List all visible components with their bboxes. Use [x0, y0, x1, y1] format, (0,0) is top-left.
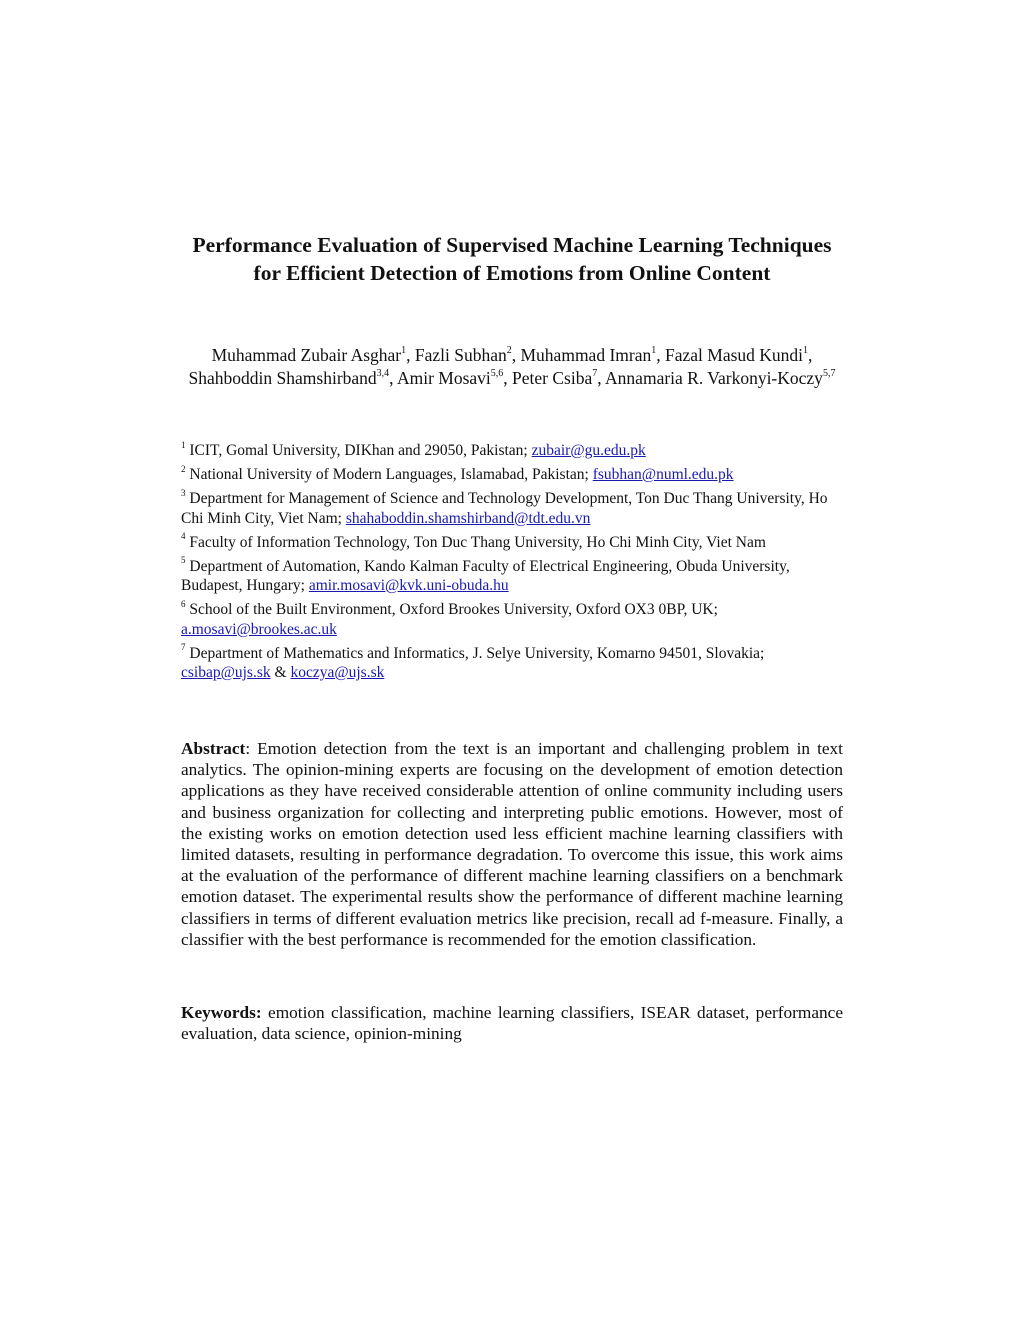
author-affiliation-sup: 1 [651, 345, 657, 357]
affiliation-text: Department of Mathematics and Informatics, J. Selye University, Komarno 94501, Slovakia; [189, 644, 765, 662]
author-item [605, 368, 835, 388]
affiliation-text: Department of Automation, Kando Kalman Faculty of Electrical Engineering, Obuda University, Budapest, Hungary; [181, 557, 790, 594]
affiliation-item [181, 600, 845, 639]
author-name: Amir Mosavi [396, 367, 491, 388]
author-affiliation-sup: 1 [401, 345, 407, 357]
affiliation-number: 2 [181, 463, 186, 474]
author-affiliation-sup: 5,7 [822, 367, 836, 379]
author-affiliation-sup: 7 [592, 367, 598, 379]
affiliation-item [181, 441, 845, 461]
affiliation-text: School of the Built Environment, Oxford Brookes University, Oxford OX3 0BP, UK; [189, 601, 718, 618]
affiliation-item [181, 533, 845, 553]
keywords [181, 1002, 843, 1044]
email-joiner: & [270, 664, 291, 681]
affiliation-number: 3 [181, 487, 186, 498]
author-separator: , [808, 345, 813, 365]
author-name: Shahboddin Shamshirband [188, 367, 377, 388]
author-affiliation-sup: 3,4 [376, 367, 390, 379]
author-item [521, 345, 665, 365]
affiliation-number: 7 [181, 642, 186, 653]
author-affiliation-sup: 5,6 [490, 367, 504, 379]
author-separator: , [389, 367, 397, 388]
abstract-text: : Emotion detection from the text is an important and challenging problem in text analytics. The opinion-mining experts are focusing on the development of emotion detection applications as they have received considerable attention of online community including users and business organization for collecting and interpreting public emotions. However, most of the existing works on emotion detection used less efficient machine learning classifiers with limited datasets, resulting in performance degradation. To overcome this issue, this work aims at the evaluation of the performance of different machine learning classifiers on a benchmark emotion dataset. The experimental results show the performance of different machine learning classifiers in terms of different evaluation metrics like precision, recall ad f-measure. Finally, a classifier with the best performance is recommended for the emotion classification. [181, 739, 843, 949]
affiliation-number: 1 [181, 439, 186, 450]
author-name: Annamaria R. Varkonyi-Koczy [605, 367, 823, 388]
author-separator: , [503, 367, 513, 388]
affiliation-text: Faculty of Information Technology, Ton Duc Thang University, Ho Chi Minh City, Viet Nam [189, 533, 766, 551]
affiliation-text: National University of Modern Languages, Islamabad, Pakistan; [189, 466, 593, 483]
author-affiliation-sup: 1 [803, 345, 809, 357]
author-name: Fazal Masud Kundi [664, 345, 804, 365]
keywords-label: Keywords: [181, 1003, 262, 1022]
affiliation-email-link[interactable]: zubair@gu.edu.pk [531, 442, 646, 459]
affiliation-item [181, 557, 845, 596]
affiliation-item [181, 465, 845, 485]
affiliation-list [181, 441, 845, 687]
author-item [189, 368, 397, 388]
author-name: Fazli Subhan [414, 345, 507, 365]
affiliation-email-link[interactable]: a.mosavi@brookes.ac.uk [181, 620, 337, 638]
author-separator: , [511, 345, 521, 365]
affiliation-email-link[interactable]: fsubhan@numl.edu.pk [592, 466, 734, 483]
affiliation-text: ICIT, Gomal University, DIKhan and 29050, Pakistan; [189, 442, 532, 459]
author-separator: , [656, 345, 665, 365]
affiliation-email-link[interactable]: koczya@ujs.sk [290, 664, 385, 681]
author-item [512, 368, 605, 388]
author-item [397, 368, 512, 388]
affiliation-item [181, 489, 845, 528]
affiliation-number: 5 [181, 555, 186, 566]
author-affiliation-sup: 2 [506, 345, 512, 357]
affiliation-text: Department for Management of Science and Technology Development, Ton Duc Thang University, Ho Chi Minh City, Viet Nam; [181, 490, 828, 527]
author-item [665, 345, 812, 365]
author-item [212, 345, 415, 365]
author-name: Muhammad Zubair Asghar [211, 345, 402, 365]
author-list [180, 344, 844, 389]
abstract-label: Abstract [181, 739, 246, 758]
abstract [181, 738, 843, 950]
author-item [415, 345, 521, 365]
author-name: Peter Csiba [512, 367, 593, 388]
affiliation-number: 4 [181, 531, 186, 542]
author-separator: , [597, 367, 606, 388]
affiliation-item [181, 644, 845, 683]
affiliation-email-link[interactable]: shahaboddin.shamshirband@tdt.edu.vn [345, 509, 591, 527]
affiliation-number: 6 [181, 598, 186, 609]
affiliation-email-link[interactable]: amir.mosavi@kvk.uni-obuda.hu [308, 577, 509, 594]
author-name: Muhammad Imran [520, 345, 652, 365]
keywords-text: emotion classification, machine learning classifiers, ISEAR dataset, performance evaluation, data science, opinion-mining [181, 1003, 843, 1044]
affiliation-email-link[interactable]: csibap@ujs.sk [181, 664, 271, 681]
author-separator: , [406, 345, 415, 365]
paper-title: Performance Evaluation of Supervised Machine Learning Techniques for Efficient Detection of Emotions from Online Content [192, 233, 832, 285]
